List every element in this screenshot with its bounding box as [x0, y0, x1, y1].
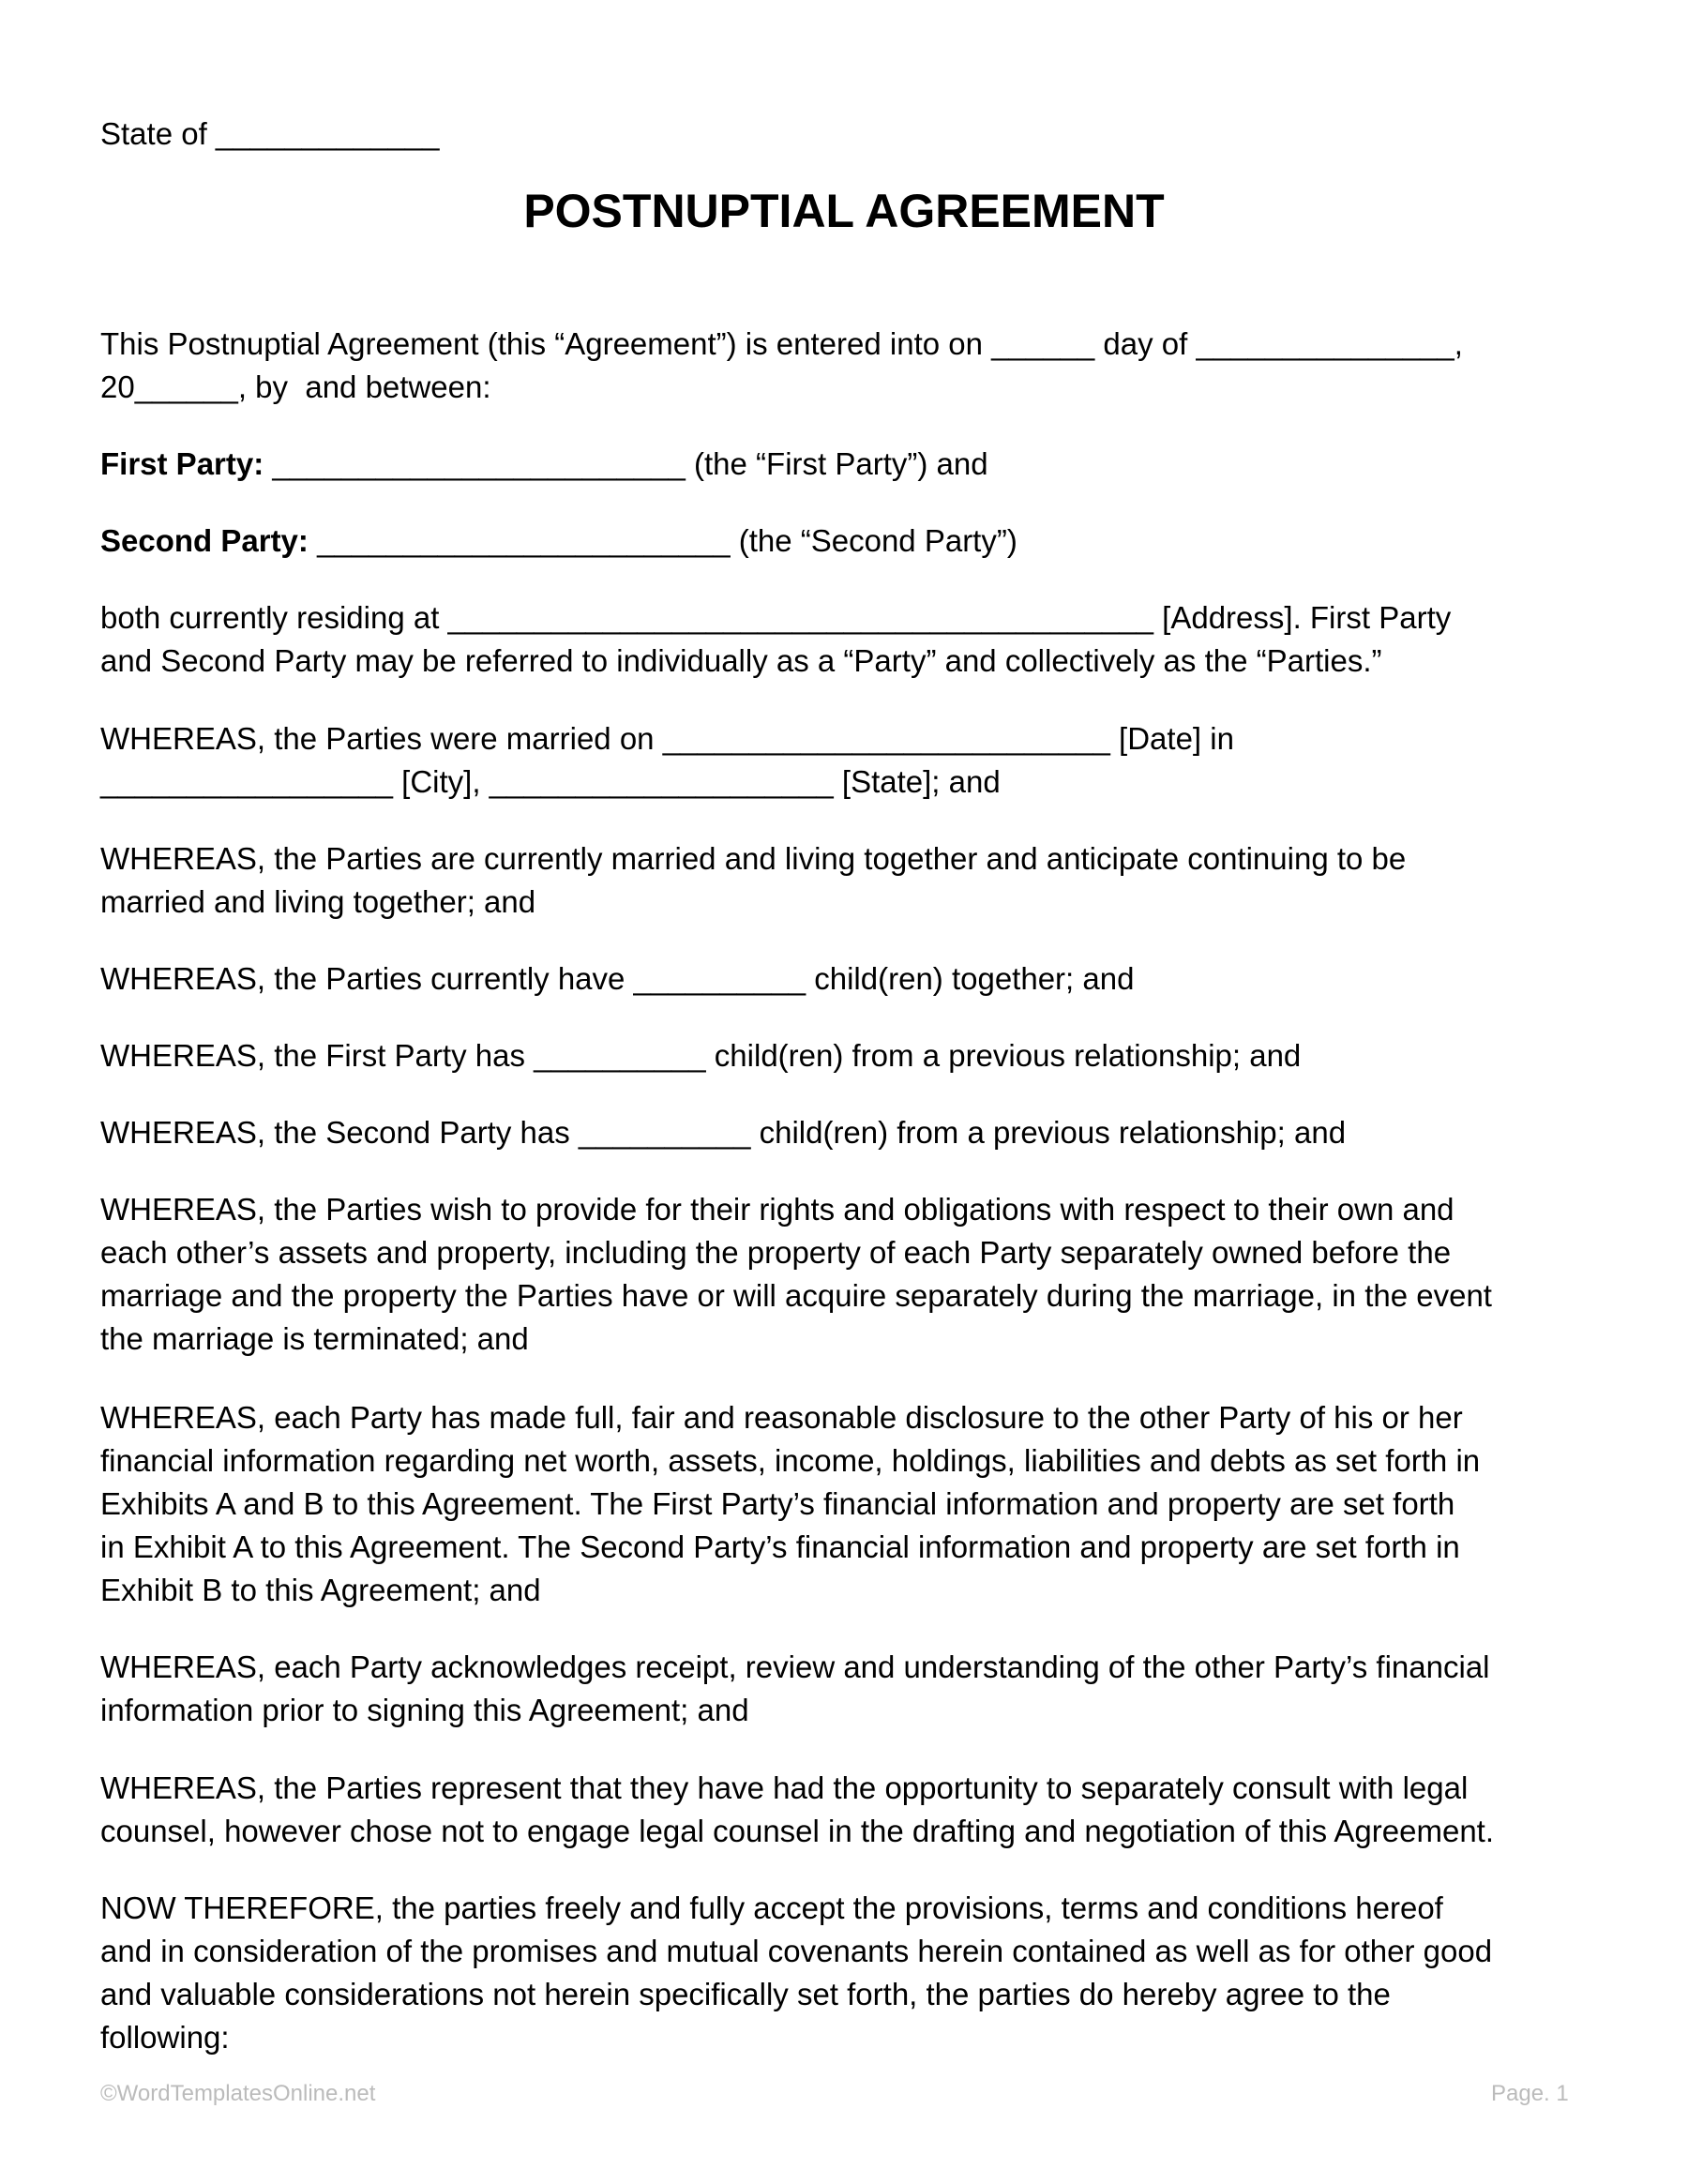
whereas-receipt-line: information prior to signing this Agreement; and [100, 1693, 749, 1727]
whereas-disclosure-line: WHEREAS, each Party has made full, fair and reasonable disclosure to the other Party of his or her [100, 1400, 1463, 1435]
whereas-second-children-paragraph: WHEREAS, the Second Party has __________ child(ren) from a previous relationship; and [100, 1115, 1347, 1150]
whereas-rights-line: the marriage is terminated; and [100, 1321, 529, 1356]
first-party-label: First Party: [100, 446, 264, 481]
whereas-married-line: _________________ [City], ____________________ [State]; and [100, 764, 1001, 799]
residing-line: and Second Party may be referred to individually as a “Party” and collectively as the “Parties.” [100, 643, 1382, 678]
whereas-counsel-line: WHEREAS, the Parties represent that they have had the opportunity to separately consult with legal [100, 1770, 1469, 1805]
whereas-first-children-paragraph: WHEREAS, the First Party has __________ child(ren) from a previous relationship; and [100, 1038, 1302, 1073]
whereas-living-line: WHEREAS, the Parties are currently married and living together and anticipate continuing to be [100, 841, 1407, 876]
whereas-living-line: married and living together; and [100, 884, 536, 919]
second-party-label: Second Party: [100, 523, 309, 558]
whereas-disclosure-line: Exhibits A and B to this Agreement. The First Party’s financial information and property are set forth [100, 1486, 1455, 1521]
footer-page-number: Page. 1 [1491, 2081, 1569, 2106]
document-title: POSTNUPTIAL AGREEMENT [523, 185, 1165, 237]
whereas-children-paragraph: WHEREAS, the Parties currently have __________ child(ren) together; and [100, 961, 1135, 996]
whereas-rights-line: marriage and the property the Parties have or will acquire separately during the marriage, in the event [100, 1278, 1492, 1313]
whereas-rights-line: each other’s assets and property, including the property of each Party separately owned before the [100, 1235, 1452, 1270]
state-line: State of _____________ [100, 116, 440, 151]
second-party-line [100, 522, 1017, 560]
second-party-blank: ________________________ (the “Second Party”) [308, 523, 1017, 558]
footer-copyright: ©WordTemplatesOnline.net [100, 2081, 376, 2106]
now-therefore-line: and valuable considerations not herein specifically set forth, the parties do hereby agree to the [100, 1977, 1391, 2011]
intro-line: This Postnuptial Agreement (this “Agreement”) is entered into on ______ day of _______________, [100, 326, 1463, 361]
now-therefore-line: following: [100, 2020, 230, 2055]
whereas-disclosure-line: Exhibit B to this Agreement; and [100, 1573, 541, 1607]
whereas-disclosure-line: financial information regarding net worth, assets, income, holdings, liabilities and debts as set forth in [100, 1443, 1481, 1478]
whereas-rights-line: WHEREAS, the Parties wish to provide for their rights and obligations with respect to their own and [100, 1192, 1454, 1227]
first-party-blank: ________________________ (the “First Party”) and [264, 446, 988, 481]
now-therefore-line: NOW THEREFORE, the parties freely and fully accept the provisions, terms and conditions hereof [100, 1890, 1443, 1925]
whereas-receipt-line: WHEREAS, each Party acknowledges receipt, review and understanding of the other Party’s financial [100, 1649, 1490, 1684]
whereas-disclosure-line: in Exhibit A to this Agreement. The Second Party’s financial information and property are set forth in [100, 1529, 1460, 1564]
residing-line: both currently residing at _________________________________________ [Address]. First Party [100, 600, 1452, 635]
now-therefore-line: and in consideration of the promises and mutual covenants herein contained as well as for other good [100, 1934, 1493, 1968]
intro-line: 20______, by and between: [100, 369, 491, 404]
whereas-married-line: WHEREAS, the Parties were married on __________________________ [Date] in [100, 721, 1234, 756]
whereas-counsel-line: counsel, however chose not to engage legal counsel in the drafting and negotiation of this Agreement. [100, 1814, 1495, 1848]
first-party-line [100, 445, 988, 483]
